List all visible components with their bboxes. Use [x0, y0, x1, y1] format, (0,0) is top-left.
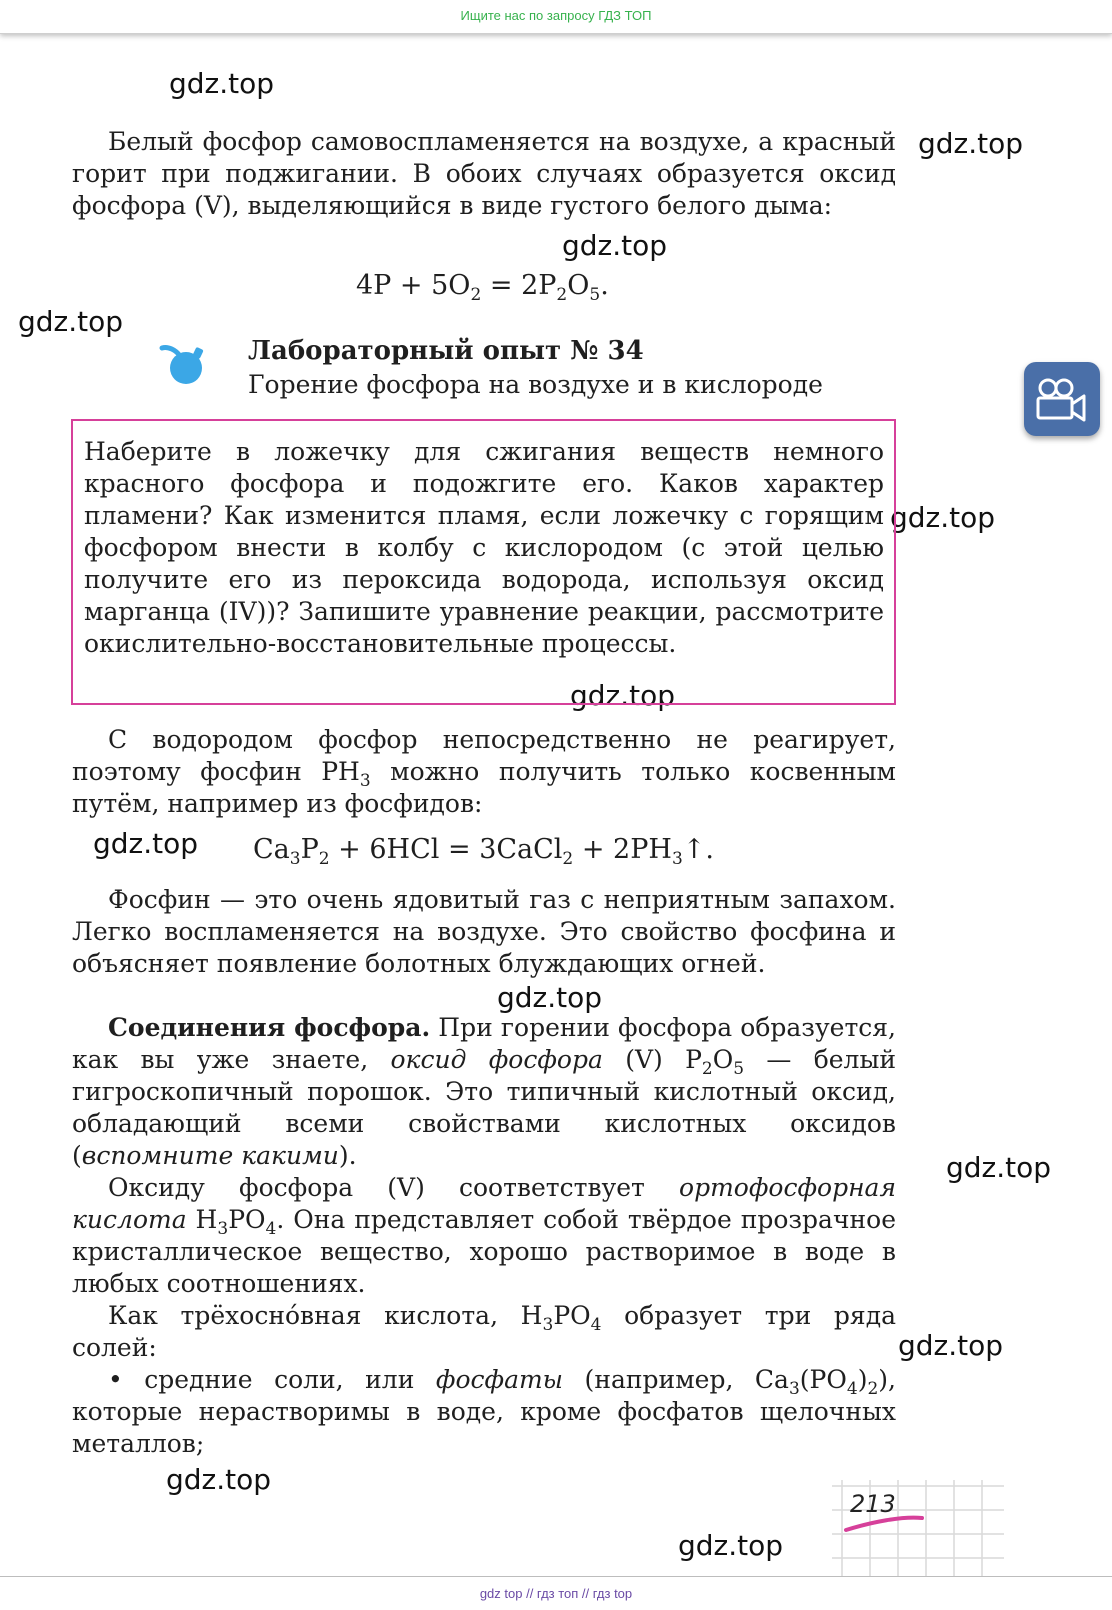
- lab-title: Лабораторный опыт № 34: [248, 336, 644, 366]
- watermark: gdz.top: [166, 1463, 272, 1496]
- paragraph-salts: Как трёхосно́вная кислота, $H_3PO_4$ образует три ряда солей:: [72, 1301, 897, 1362]
- video-camera-icon: [1024, 362, 1100, 436]
- watermark: gdz.top: [562, 229, 668, 262]
- paragraph-phosphorus-compounds: Соединения фосфора. При горении фосфора образуется, как вы уже знаете, оксид фосфора (V) $P_2O_5$ — белый гигроскопичный порошок. Это типичный кислотный оксид, обладающий всеми свойствами кислотных оксидов (вспомните какими).: [72, 1013, 897, 1170]
- equation-phosphorus-oxide: $4P + 5O_2 = 2P_2O_5$.: [356, 270, 609, 305]
- watermark: gdz.top: [678, 1529, 784, 1562]
- list-item-phosphates: • средние соли, или фосфаты (например, $Ca_3(PO_4)_2$), которые нерастворимы в воде, кроме фосфатов щелочных металлов;: [72, 1365, 896, 1458]
- flask-icon: [158, 340, 206, 386]
- top-banner: [0, 0, 1112, 34]
- paragraph-phosphine: С водородом фосфор непосредственно не реагирует, поэтому фосфин $PH_3$ можно получить только косвенным путём, например из фосфидов:: [72, 725, 896, 818]
- watermark: gdz.top: [497, 981, 603, 1014]
- paragraph-white-phosphorus: Белый фосфор самовоспламеняется на воздухе, а красный горит при поджигании. В обоих случаях образуется оксид фосфора (V), выделяющийся в виде густого белого дыма:: [72, 127, 896, 220]
- watermark: gdz.top: [946, 1151, 1052, 1184]
- top-banner-text: Ищите нас по запросу ГДЗ ТОП: [460, 8, 652, 23]
- equation-phosphine: $Ca_3P_2 + 6HCl$ = 3CaCl$_2$ + $2PH_3↑$.: [253, 834, 714, 869]
- page-number: 213: [850, 1490, 896, 1518]
- watermark: gdz.top: [890, 501, 996, 534]
- footer-bar: [0, 1576, 1112, 1610]
- paragraph-orthophosphoric-acid: Оксиду фосфора (V) соответствует ортофосфорная кислота $H_3PO_4$. Она представляет собой твёрдое прозрачное кристаллическое вещество, хорошо растворимое в воде в любых соотношениях.: [72, 1173, 896, 1298]
- lab-subtitle: Горение фосфора на воздухе и в кислороде: [248, 370, 823, 399]
- lab-instructions-text: Наберите в ложечку для сжигания веществ немного красного фосфора и подожгите его. Каков характер пламени? Как изменится пламя, если ложечку с горящим фосфором внести в колбу с кислородом (с этой целью получите его из пероксида водорода, используя оксид марганца (IV))? Запишите уравнение реакции, рассмотрите окислительно-восстановительные процессы.: [84, 437, 884, 658]
- watermark: gdz.top: [918, 127, 1024, 160]
- watermark: gdz.top: [898, 1329, 1004, 1362]
- paragraph-phosphine-toxic: Фосфин — это очень ядовитый газ с неприятным запахом. Легко воспламеняется на воздухе. Это свойство фосфина и объясняет появление болотных блуждающих огней.: [72, 885, 896, 978]
- watermark: gdz.top: [570, 679, 676, 712]
- video-button[interactable]: [1024, 362, 1100, 436]
- watermark: gdz.top: [169, 67, 275, 100]
- watermark: gdz.top: [18, 305, 124, 338]
- footer-text: gdz top // гдз топ // гдз top: [479, 1586, 633, 1601]
- watermark: gdz.top: [93, 827, 199, 860]
